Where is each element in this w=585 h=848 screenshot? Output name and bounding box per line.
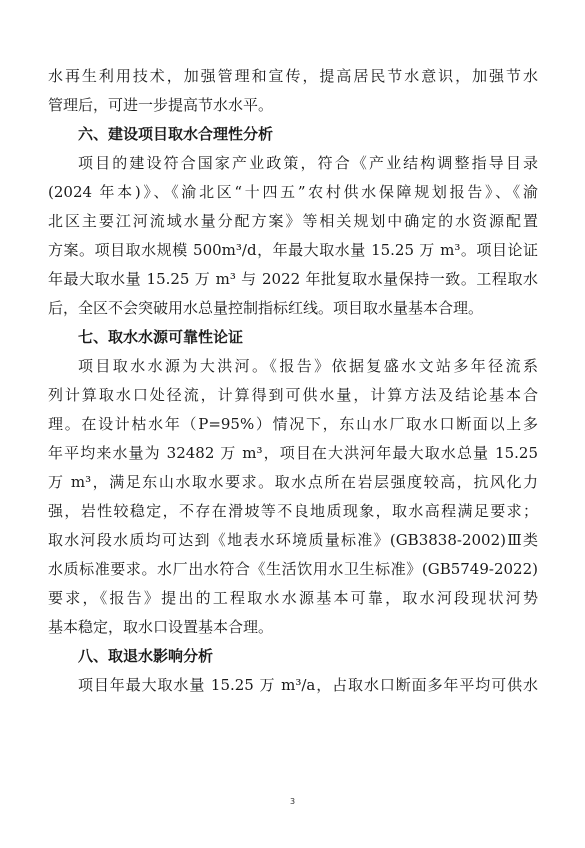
page-number: 3 bbox=[289, 797, 296, 806]
text-line: 水再生利用技术，加强管理和宣传，提高居民节水意识，加强节水 bbox=[48, 67, 538, 85]
text-line: 项目取水水源为大洪河。《报告》依据复盛水文站多年径流系 bbox=[78, 357, 538, 375]
text-line: 方案。项目取水规模 500m³/d，年最大取水量 15.25 万 m³。项目论证 bbox=[48, 241, 538, 259]
paragraph-section-8 bbox=[48, 671, 538, 700]
text-line: 项目的建设符合国家产业政策，符合《产业结构调整指导目录 bbox=[78, 154, 538, 172]
text-line: 万 m³，满足东山水取水要求。取水点所在岩层强度较高，抗风化力 bbox=[48, 473, 538, 491]
paragraph-intro bbox=[48, 62, 538, 120]
section-heading-7: 七、取水水源可靠性论证 bbox=[78, 328, 244, 346]
text-line: 管理后，可进一步提高节水水平。 bbox=[48, 96, 274, 114]
text-line: 要求，《报告》提出的工程取水水源基本可靠，取水河段现状河势 bbox=[48, 589, 538, 607]
section-heading-8: 八、取退水影响分析 bbox=[78, 647, 214, 665]
text-line: 项目年最大取水量 15.25 万 m³/a，占取水口断面多年平均可供水 bbox=[78, 676, 538, 694]
text-line: 北区主要江河流域水量分配方案》等相关规划中确定的水资源配置 bbox=[48, 212, 538, 230]
text-line: 列计算取水口处径流，计算得到可供水量，计算方法及结论基本合 bbox=[48, 386, 538, 404]
paragraph-section-6 bbox=[48, 149, 538, 323]
text-line: 年最大取水量 15.25 万 m³ 与 2022 年批复取水量保持一致。工程取水 bbox=[48, 270, 538, 288]
text-line: 理。在设计枯水年（P=95%）情况下，东山水厂取水口断面以上多 bbox=[48, 415, 538, 433]
text-line: 强，岩性较稳定，不存在滑坡等不良地质现象，取水高程满足要求； bbox=[48, 502, 538, 520]
section-heading-6: 六、建设项目取水合理性分析 bbox=[78, 125, 274, 143]
paragraph-section-7 bbox=[48, 352, 538, 642]
text-line: 取水河段水质均可达到《地表水环境质量标准》(GB3838-2002)Ⅲ类 bbox=[48, 531, 538, 549]
text-line: 后，全区不会突破用水总量控制指标红线。项目取水量基本合理。 bbox=[48, 299, 484, 317]
text-line: 年平均来水量为 32482 万 m³，项目在大洪河年最大取水总量 15.25 bbox=[48, 444, 538, 462]
text-line: (2024 年本)》、《渝北区“十四五”农村供水保障规划报告》、《渝 bbox=[48, 183, 538, 201]
text-line: 水质标准要求。水厂出水符合《生活饮用水卫生标准》(GB5749-2022) bbox=[48, 560, 538, 578]
text-line: 基本稳定，取水口设置基本合理。 bbox=[48, 618, 274, 636]
document-page bbox=[48, 62, 538, 700]
